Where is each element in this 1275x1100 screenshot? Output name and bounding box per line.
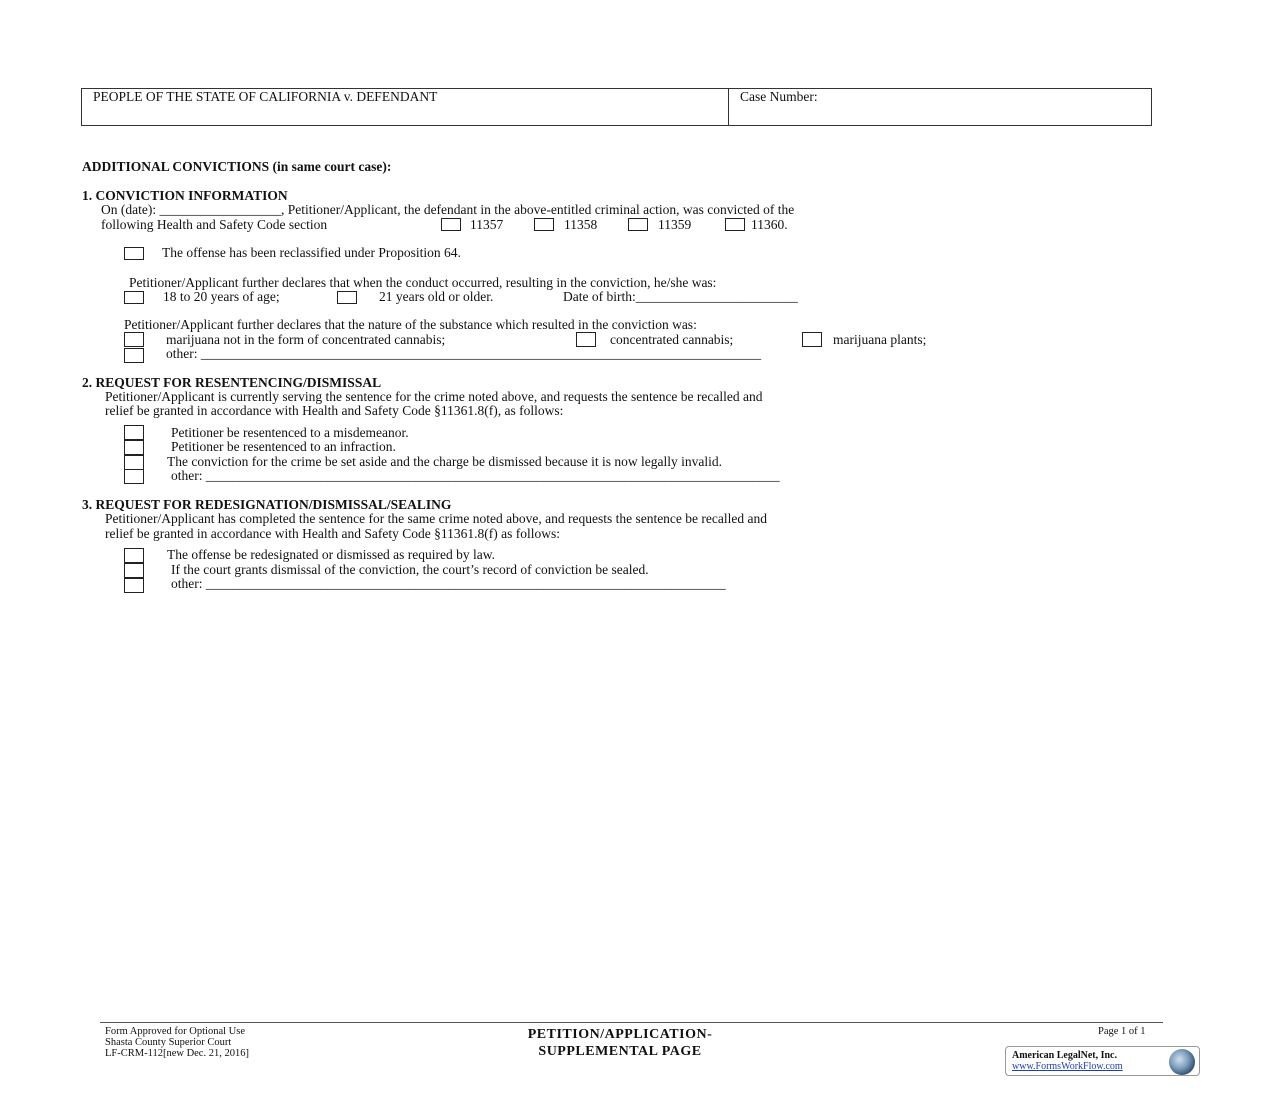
hsc-11358-label: 11358 xyxy=(564,217,598,232)
checkbox-reclassified-prop64[interactable] xyxy=(124,247,144,260)
hsc-11360-label: 11360. xyxy=(751,217,788,232)
americanlegalnet-logo xyxy=(1005,1046,1200,1076)
logo-url-link[interactable]: www.FormsWorkFlow.com xyxy=(1012,1061,1123,1072)
globe-icon xyxy=(1169,1049,1195,1075)
checkbox-hsc-11359[interactable] xyxy=(628,218,648,231)
concentrated-cannabis-label: concentrated cannabis; xyxy=(610,332,734,347)
checkbox-age-21-plus[interactable] xyxy=(337,291,357,304)
footer-title-line1: PETITION/APPLICATION- xyxy=(527,1027,713,1042)
hsc-11359-label: 11359 xyxy=(658,217,692,232)
footer-title-line2: SUPPLEMENTAL PAGE xyxy=(538,1044,702,1059)
additional-convictions-heading: ADDITIONAL CONVICTIONS (in same court case): xyxy=(82,159,392,174)
redesignate-dismiss-label: The offense be redesignated or dismissed as required by law. xyxy=(167,547,496,562)
reclassified-label: The offense has been reclassified under Proposition 64. xyxy=(162,245,461,260)
caption-divider xyxy=(728,88,729,126)
age-21-plus-label: 21 years old or older. xyxy=(379,289,494,304)
hsc-11357-label: 11357 xyxy=(470,217,504,232)
marijuana-plants-label: marijuana plants; xyxy=(833,332,927,347)
section1-line2: following Health and Safety Code section xyxy=(101,217,328,232)
section3-line1: Petitioner/Applicant has completed the sentence for the same crime noted above, and requests the sentence be recalled and xyxy=(105,511,767,526)
checkbox-set-aside-dismiss[interactable] xyxy=(124,455,144,470)
checkbox-marijuana-not-concentrated[interactable] xyxy=(124,332,144,347)
checkbox-seal-record[interactable] xyxy=(124,563,144,578)
checkbox-section3-other[interactable] xyxy=(124,578,144,593)
checkbox-redesignate-dismiss[interactable] xyxy=(124,548,144,563)
section1-title: 1. CONVICTION INFORMATION xyxy=(82,188,288,203)
footer-court: Shasta County Superior Court xyxy=(105,1037,232,1048)
checkbox-hsc-11357[interactable] xyxy=(441,218,461,231)
section1-line1: On (date): __________________, Petitioner/Applicant, the defendant in the above-entitled criminal action, was convicted of the xyxy=(101,202,795,217)
date-of-birth-field[interactable]: Date of birth:________________________ xyxy=(563,289,798,304)
section3-other-field[interactable]: other: _____________________________________________________________________________ xyxy=(171,576,726,591)
checkbox-hsc-11358[interactable] xyxy=(534,218,554,231)
section2-title: 2. REQUEST FOR RESENTENCING/DISMISSAL xyxy=(82,375,382,390)
set-aside-dismiss-label: The conviction for the crime be set aside and the charge be dismissed because it is now legally invalid. xyxy=(167,454,722,469)
footer-approval: Form Approved for Optional Use xyxy=(105,1026,245,1037)
section2-other-field[interactable]: other: _____________________________________________________________________________________ xyxy=(171,468,780,483)
substance-other-field[interactable]: other: ___________________________________________________________________________________ xyxy=(166,346,762,361)
checkbox-hsc-11360[interactable] xyxy=(725,218,745,231)
age-intro: Petitioner/Applicant further declares that when the conduct occurred, resulting in the conviction, he/she was: xyxy=(129,275,717,290)
resentence-misdemeanor-label: Petitioner be resentenced to a misdemeanor. xyxy=(171,425,409,440)
seal-record-label: If the court grants dismissal of the conviction, the court’s record of conviction be sealed. xyxy=(171,562,649,577)
marijuana-not-concentrated-label: marijuana not in the form of concentrated cannabis; xyxy=(166,332,446,347)
checkbox-marijuana-plants[interactable] xyxy=(802,332,822,347)
checkbox-resentence-misdemeanor[interactable] xyxy=(124,425,144,440)
checkbox-concentrated-cannabis[interactable] xyxy=(576,332,596,347)
resentence-infraction-label: Petitioner be resentenced to an infraction. xyxy=(171,439,396,454)
substance-intro: Petitioner/Applicant further declares that the nature of the substance which resulted in the conviction was: xyxy=(124,317,697,332)
footer-form-id: LF-CRM-112[new Dec. 21, 2016] xyxy=(105,1048,249,1059)
section2-line1: Petitioner/Applicant is currently serving the sentence for the crime noted above, and requests the sentence be recalled and xyxy=(105,389,763,404)
footer-rule xyxy=(100,1022,1163,1023)
case-number-label: Case Number: xyxy=(740,89,818,104)
logo-company-name: American LegalNet, Inc. xyxy=(1012,1050,1117,1061)
checkbox-substance-other[interactable] xyxy=(124,348,144,363)
section3-line2: relief be granted in accordance with Health and Safety Code §11361.8(f) as follows: xyxy=(105,526,560,541)
section3-title: 3. REQUEST FOR REDESIGNATION/DISMISSAL/SEALING xyxy=(82,497,452,512)
checkbox-age-18-20[interactable] xyxy=(124,291,144,304)
checkbox-resentence-infraction[interactable] xyxy=(124,440,144,455)
age-18-20-label: 18 to 20 years of age; xyxy=(163,289,280,304)
page-number: Page 1 of 1 xyxy=(1098,1026,1146,1037)
case-caption: PEOPLE OF THE STATE OF CALIFORNIA v. DEFENDANT xyxy=(93,89,438,104)
checkbox-section2-other[interactable] xyxy=(124,469,144,484)
section2-line2: relief be granted in accordance with Health and Safety Code §11361.8(f), as follows: xyxy=(105,403,564,418)
